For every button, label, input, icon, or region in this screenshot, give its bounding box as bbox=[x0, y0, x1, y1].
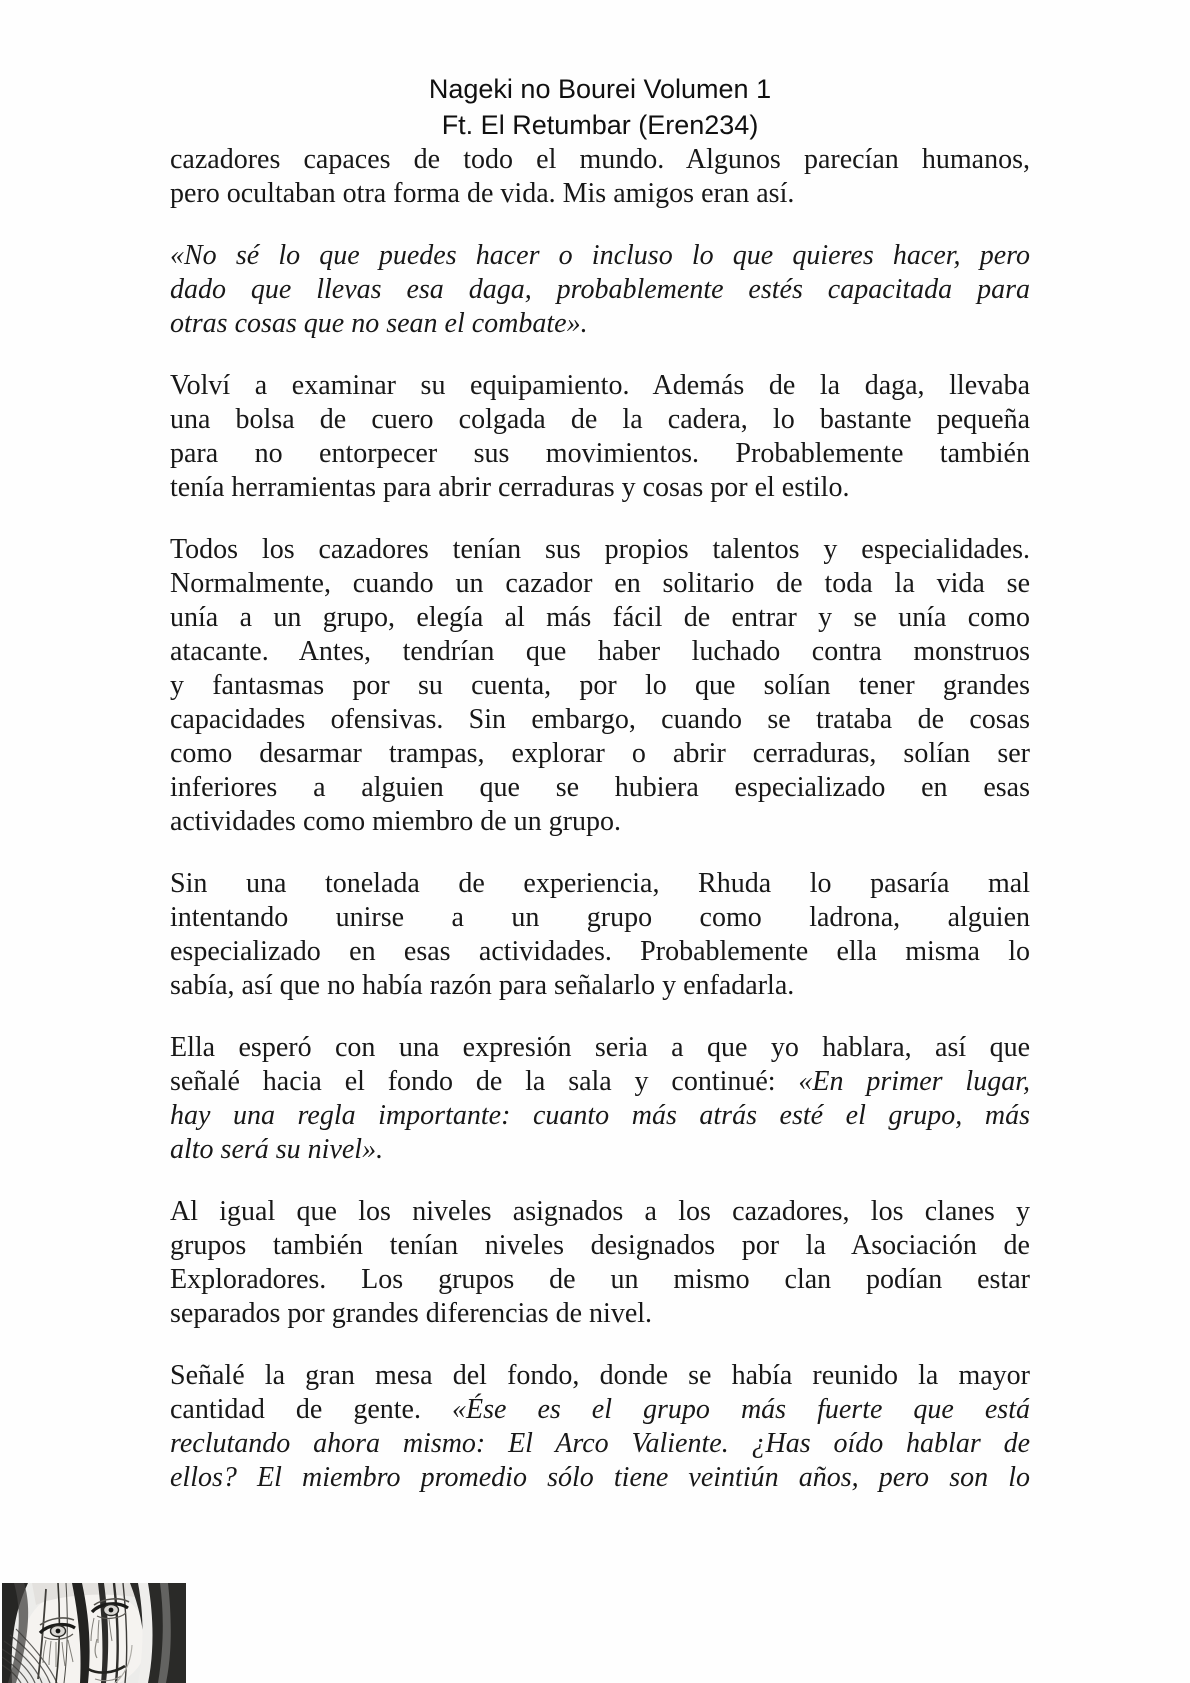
text-line bbox=[170, 1031, 1030, 1065]
text-segment: una bolsa de cuero colgada de la cadera, lo bastante pequeña bbox=[170, 404, 1030, 435]
text-segment: y fantasmas por su cuenta, por lo que solían tener grandes bbox=[170, 670, 1030, 701]
italic-text-segment: hay una regla importante: cuanto más atrás esté el grupo, más bbox=[170, 1100, 1030, 1131]
text-segment: Sin una tonelada de experiencia, Rhuda lo pasaría mal bbox=[170, 868, 1030, 899]
text-line bbox=[170, 369, 1030, 403]
text-segment: Normalmente, cuando un cazador en solitario de toda la vida se bbox=[170, 568, 1030, 599]
text-segment: atacante. Antes, tendrían que haber luchado contra monstruos bbox=[170, 636, 1030, 667]
header-title-line2: Ft. El Retumbar (Eren234) bbox=[441, 110, 759, 140]
text-line bbox=[170, 1099, 1030, 1133]
text-segment: tenía herramientas para abrir cerraduras y cosas por el estilo. bbox=[170, 472, 850, 503]
text-segment: señalé hacia el fondo de la sala y continué: bbox=[170, 1066, 799, 1097]
text-line bbox=[170, 567, 1030, 601]
text-line bbox=[170, 1427, 1030, 1461]
text-line bbox=[170, 403, 1030, 437]
paragraph-3 bbox=[170, 369, 1030, 505]
text-line bbox=[170, 1461, 1030, 1495]
document-body bbox=[170, 143, 1030, 1495]
text-line bbox=[170, 771, 1030, 805]
page-content bbox=[170, 71, 1030, 1495]
paragraph-7 bbox=[170, 1195, 1030, 1331]
text-line bbox=[170, 1297, 1030, 1331]
text-segment: Todos los cazadores tenían sus propios talentos y especialidades. bbox=[170, 534, 1030, 565]
text-line bbox=[170, 737, 1030, 771]
text-line bbox=[170, 533, 1030, 567]
text-line bbox=[170, 239, 1030, 273]
paragraph-4 bbox=[170, 533, 1030, 839]
italic-text-segment: «En primer lugar, bbox=[798, 1066, 1030, 1097]
text-line bbox=[170, 901, 1030, 935]
text-line bbox=[170, 143, 1030, 177]
text-segment: unía a un grupo, elegía al más fácil de entrar y se unía como bbox=[170, 602, 1030, 633]
manga-face-illustration bbox=[2, 1583, 186, 1683]
paragraph-5 bbox=[170, 867, 1030, 1003]
italic-text-segment: reclutando ahora mismo: El Arco Valiente. ¿Has oído hablar de bbox=[170, 1428, 1030, 1459]
text-segment: sabía, así que no había razón para señalarlo y enfadarla. bbox=[170, 970, 795, 1001]
text-line bbox=[170, 635, 1030, 669]
text-segment: Volví a examinar su equipamiento. Además de la daga, llevaba bbox=[170, 370, 1030, 401]
text-line bbox=[170, 1195, 1030, 1229]
header-title-line1: Nageki no Bourei Volumen 1 bbox=[428, 74, 772, 104]
text-line bbox=[170, 703, 1030, 737]
text-line bbox=[170, 669, 1030, 703]
text-segment: Al igual que los niveles asignados a los cazadores, los clanes y bbox=[170, 1196, 1030, 1227]
text-line bbox=[170, 867, 1030, 901]
paragraph-6 bbox=[170, 1031, 1030, 1167]
paragraph-2 bbox=[170, 239, 1030, 341]
text-segment: inferiores a alguien que se hubiera especializado en esas bbox=[170, 772, 1030, 803]
text-line bbox=[170, 177, 1030, 211]
text-line bbox=[170, 471, 1030, 505]
text-line bbox=[170, 307, 1030, 341]
text-segment: separados por grandes diferencias de nivel. bbox=[170, 1298, 653, 1329]
document-header bbox=[170, 71, 1030, 143]
text-segment: actividades como miembro de un grupo. bbox=[170, 806, 621, 837]
text-line bbox=[170, 1393, 1030, 1427]
text-segment: capacidades ofensivas. Sin embargo, cuando se trataba de cosas bbox=[170, 704, 1030, 735]
text-segment: pero ocultaban otra forma de vida. Mis amigos eran así. bbox=[170, 178, 795, 209]
text-line bbox=[170, 1229, 1030, 1263]
text-segment: intentando unirse a un grupo como ladrona, alguien bbox=[170, 902, 1030, 933]
italic-text-segment: alto será su nivel». bbox=[170, 1134, 384, 1165]
text-segment: Ella esperó con una expresión seria a que yo hablara, así que bbox=[170, 1032, 1030, 1063]
text-segment: Señalé la gran mesa del fondo, donde se había reunido la mayor bbox=[170, 1360, 1030, 1391]
text-line bbox=[170, 437, 1030, 471]
paragraph-8 bbox=[170, 1359, 1030, 1495]
text-segment: como desarmar trampas, explorar o abrir cerraduras, solían ser bbox=[170, 738, 1030, 769]
text-line bbox=[170, 1065, 1030, 1099]
text-segment: cantidad de gente. bbox=[170, 1394, 452, 1425]
text-segment: cazadores capaces de todo el mundo. Algunos parecían humanos, bbox=[170, 144, 1030, 175]
text-segment: para no entorpecer sus movimientos. Probablemente también bbox=[170, 438, 1030, 469]
text-line bbox=[170, 601, 1030, 635]
paragraph-1 bbox=[170, 143, 1030, 211]
italic-text-segment: otras cosas que no sean el combate». bbox=[170, 308, 588, 339]
manga-face-image bbox=[2, 1583, 186, 1683]
text-line bbox=[170, 935, 1030, 969]
text-line bbox=[170, 1263, 1030, 1297]
text-line bbox=[170, 805, 1030, 839]
text-line bbox=[170, 1359, 1030, 1393]
italic-text-segment: «No sé lo que puedes hacer o incluso lo que quieres hacer, pero bbox=[170, 240, 1030, 271]
text-line bbox=[170, 273, 1030, 307]
italic-text-segment: «Ése es el grupo más fuerte que está bbox=[451, 1394, 1030, 1425]
text-segment: especializado en esas actividades. Probablemente ella misma lo bbox=[170, 936, 1030, 967]
text-line bbox=[170, 1133, 1030, 1167]
text-segment: grupos también tenían niveles designados por la Asociación de bbox=[170, 1230, 1030, 1261]
italic-text-segment: ellos? El miembro promedio sólo tiene veintiún años, pero son lo bbox=[170, 1462, 1030, 1493]
text-segment: Exploradores. Los grupos de un mismo clan podían estar bbox=[170, 1264, 1030, 1295]
text-line bbox=[170, 969, 1030, 1003]
italic-text-segment: dado que llevas esa daga, probablemente estés capacitada para bbox=[170, 274, 1030, 305]
